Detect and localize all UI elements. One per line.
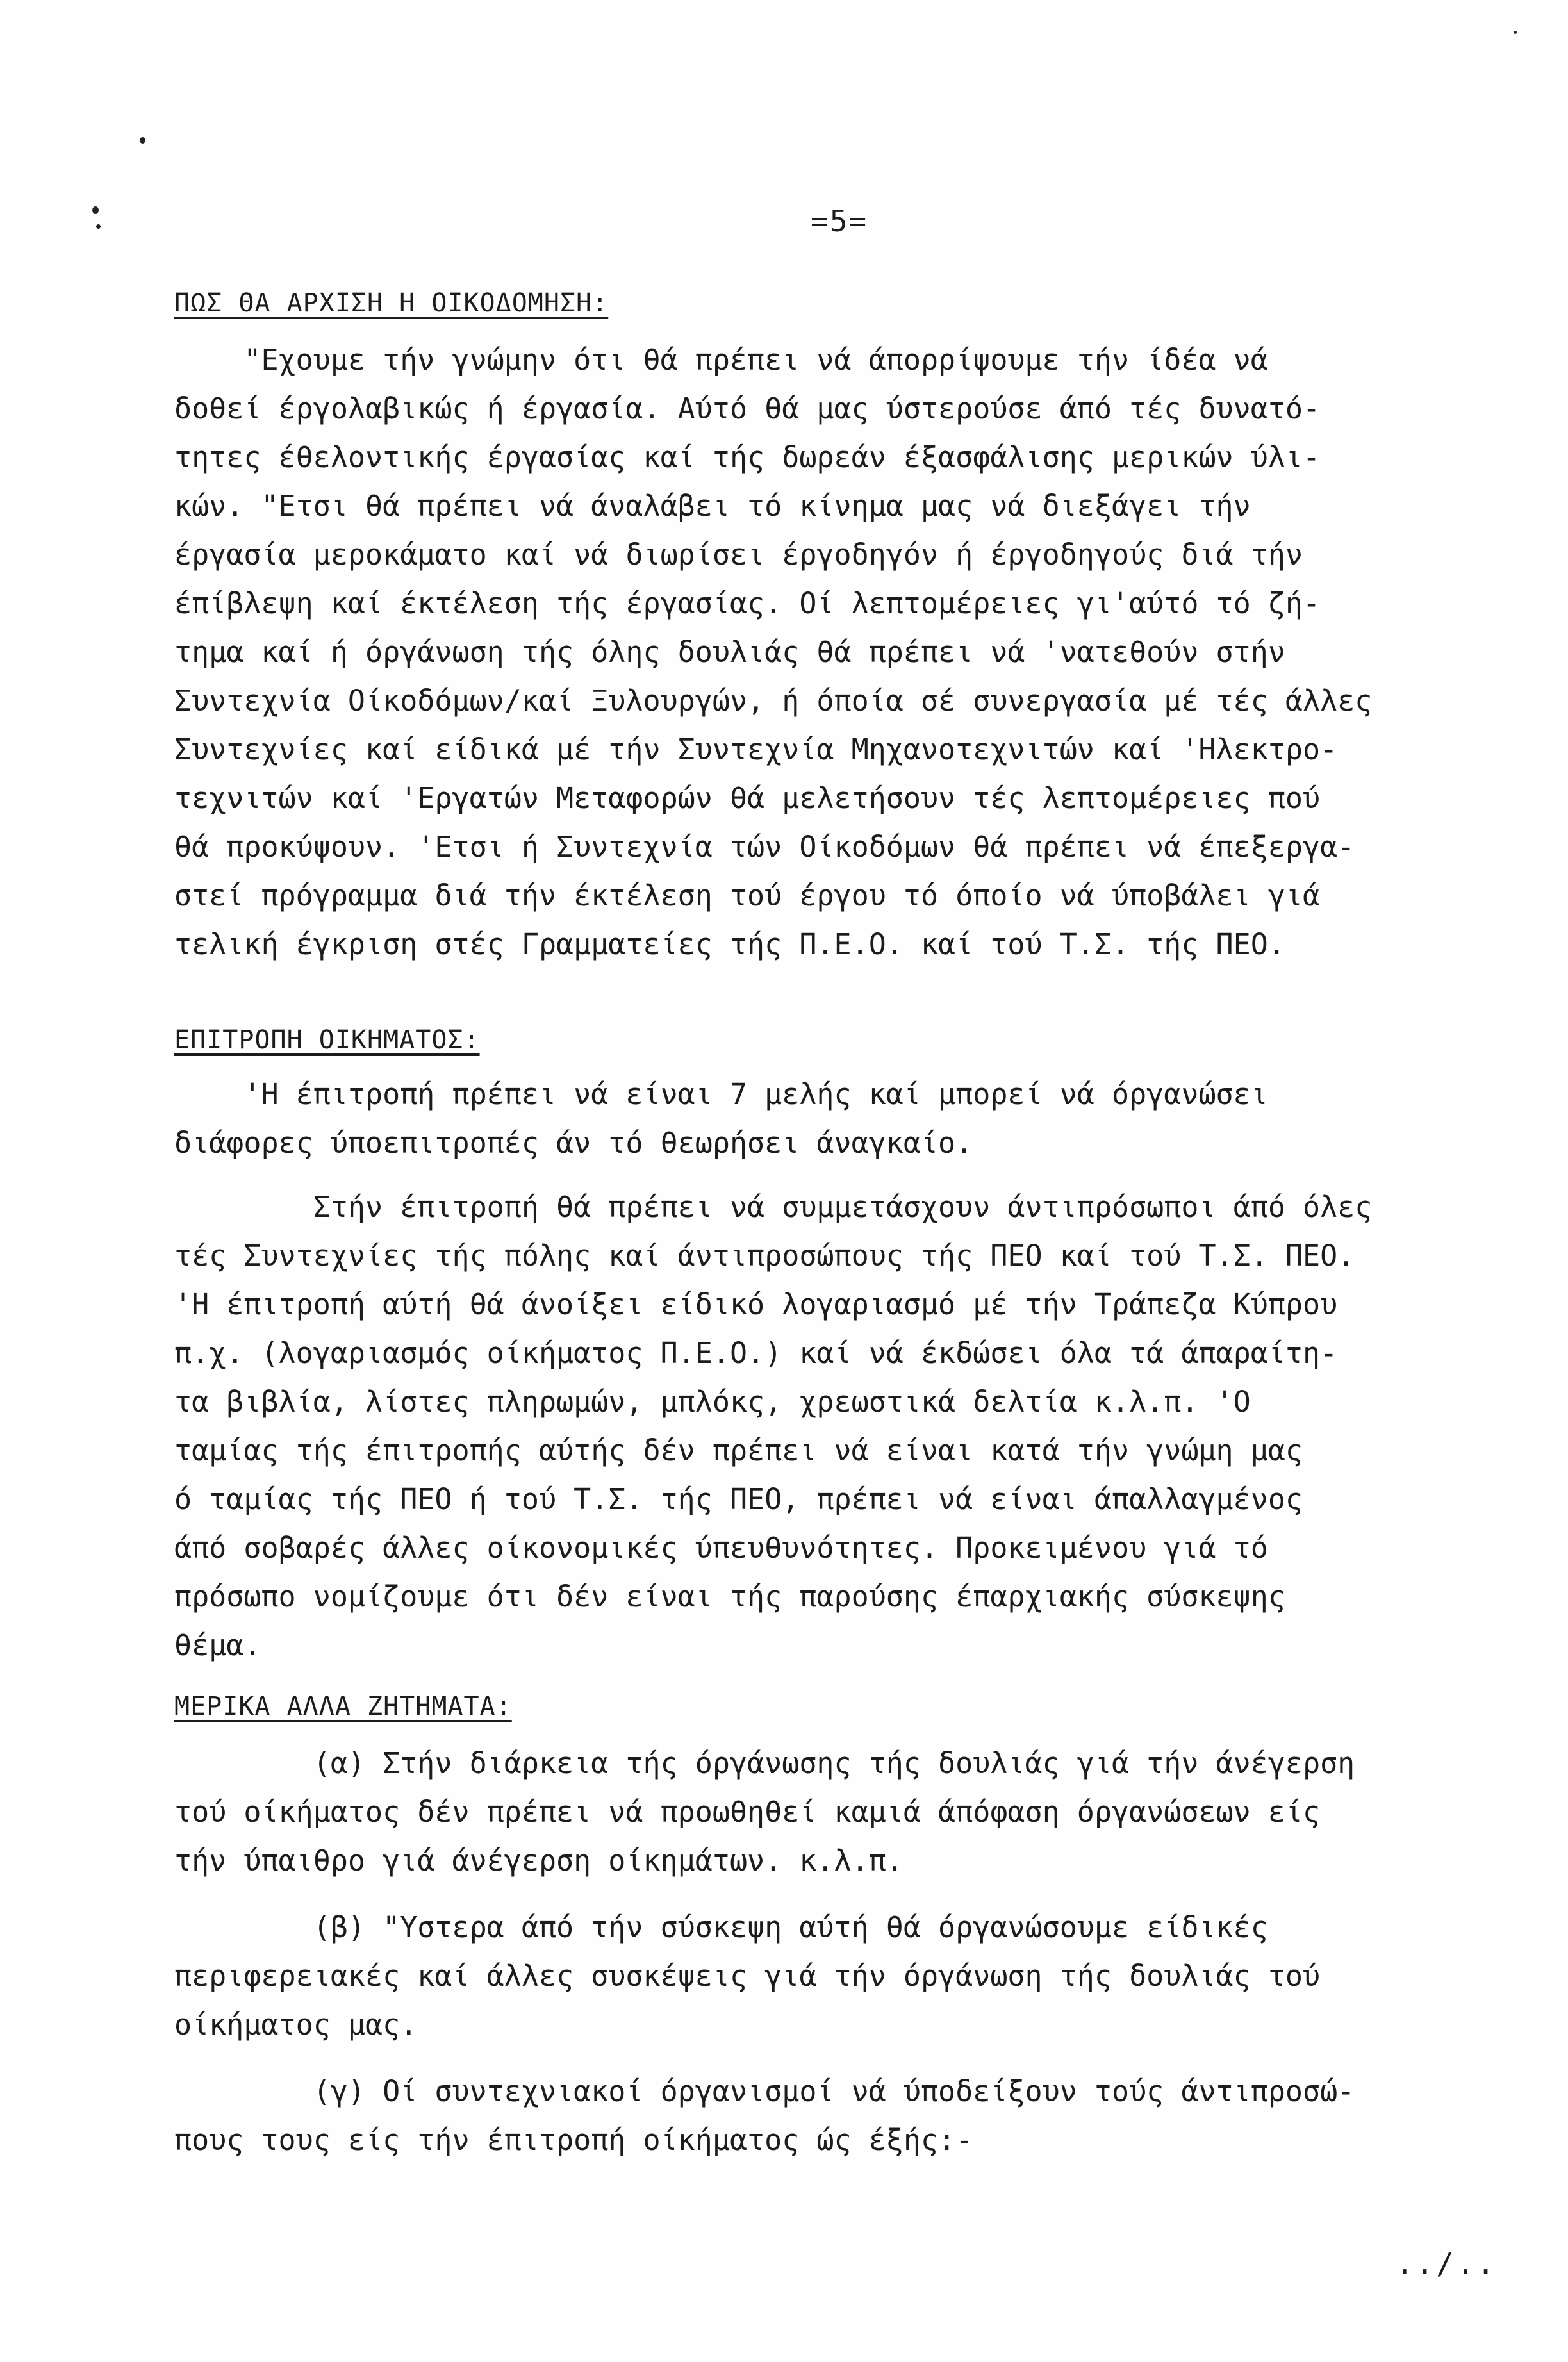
section-other-matters: [174, 1692, 1475, 2165]
paragraph: (β) "Υστερα άπό τήν σύσκεψη αύτή θά όργανώσουμε είδικές περιφερειακές καί άλλες συσκέψεις γιά τήν όργάνωση τής δουλιάς τού οίκήματος μας.: [174, 1910, 1321, 2042]
section-heading: ΠΩΣ ΘΑ ΑΡΧΙΣΗ Η ΟΙΚΟΔΟΜΗΣΗ:: [174, 288, 609, 318]
page-number: =5=: [811, 204, 868, 238]
section-heading: ΕΠΙΤΡΟΠΗ ΟΙΚΗΜΑΤΟΣ:: [174, 1025, 480, 1055]
scan-speck: [92, 206, 99, 214]
continuation-mark: ../..: [1396, 2246, 1498, 2281]
scan-speck: [140, 137, 145, 144]
scan-speck: [1514, 31, 1517, 34]
section-building-committee: [174, 1025, 1475, 1670]
paragraph: Στήν έπιτροπή θά πρέπει νά συμμετάσχουν άντιπρόσωποι άπό όλες τές Συντεχνίες τής πόλης καί άντιπροσώπους τής ΠΕΟ καί τού Τ.Σ. ΠΕΟ. 'Η έπιτροπή αύτή θά άνοίξει είδικό λογαριασμό μέ τήν Τράπεζα Κύπρου π.χ. (λογαριασμός οίκήματος Π.Ε.Ο.) καί νά έκδώσει όλα τά άπαραίτη- τα βιβλία, λίστες πληρωμών, μπλόκς, χρεωστικά δελτία κ.λ.π. 'Ο ταμίας τής έπιτροπής αύτής δέν πρέπει νά είναι κατά τήν γνώμη μας ό ταμίας τής ΠΕΟ ή τού Τ.Σ. τής ΠΕΟ, πρέπει νά είναι άπαλλαγμένος άπό σοβαρές άλλες οίκονομικές ύπευθυνότητες. Προκειμένου γιά τό πρόσωπο νομίζουμε ότι δέν είναι τής παρούσης έπαρχιακής σύσκεψης θέμα.: [174, 1190, 1373, 1662]
paragraph: (α) Στήν διάρκεια τής όργάνωσης τής δουλιάς γιά τήν άνέγερση τού οίκήματος δέν πρέπει νά προωθηθεί καμιά άπόφαση όργανώσεων είς τήν ύπαιθρο γιά άνέγερση οίκημάτων. κ.λ.π.: [174, 1746, 1355, 1878]
scan-speck: [96, 224, 101, 229]
paragraph: (γ) Οί συντεχνιακοί όργανισμοί νά ύποδείξουν τούς άντιπροσώ- πους τους είς τήν έπιτροπή οίκήματος ώς έξής:-: [174, 2074, 1355, 2157]
paragraph: 'Η έπιτροπή πρέπει νά είναι 7 μελής καί μπορεί νά όργανώσει διάφορες ύποεπιτροπές άν τό θεωρήσει άναγκαίο.: [174, 1077, 1268, 1160]
paragraph: "Εχουμε τήν γνώμην ότι θά πρέπει νά άπορρίψουμε τήν ίδέα νά δοθεί έργολαβικώς ή έργασία. Αύτό θά μας ύστερούσε άπό τές δυνατό- τητες έθελοντικής έργασίας καί τής δωρεάν έξασφάλισης μερικών ύλι- κών. "Ετσι θά πρέπει νά άναλάβει τό κίνημα μας νά διεξάγει τήν έργασία μεροκάματο καί νά διωρίσει έργοδηγόν ή έργοδηγούς διά τήν έπίβλεψη καί έκτέλεση τής έργασίας. Οί λεπτομέρειες γι'αύτό τό ζή- τημα καί ή όργάνωση τής όλης δουλιάς θά πρέπει νά 'νατεθούν στήν Συντεχνία Οίκοδόμων/καί Ξυλουργών, ή όποία σέ συνεργασία μέ τές άλλες Συντεχνίες καί είδικά μέ τήν Συντεχνία Μηχανοτεχνιτών καί 'Ηλεκτρο- τεχνιτών καί 'Εργατών Μεταφορών θά μελετήσουν τές λεπτομέρειες πού θά προκύψουν. 'Ετσι ή Συντεχνία τών Οίκοδόμων θά πρέπει νά έπεξεργα- στεί πρόγραμμα διά τήν έκτέλεση τού έργου τό όποίο νά ύποβάλει γιά τελική έγκριση στές Γραμματείες τής Π.Ε.Ο. καί τού Τ.Σ. τής ΠΕΟ.: [174, 343, 1373, 961]
section-heading: ΜΕΡΙΚΑ ΑΛΛΑ ΖΗΤΗΜΑΤΑ:: [174, 1692, 512, 1721]
section-construction-start: [174, 288, 1475, 969]
